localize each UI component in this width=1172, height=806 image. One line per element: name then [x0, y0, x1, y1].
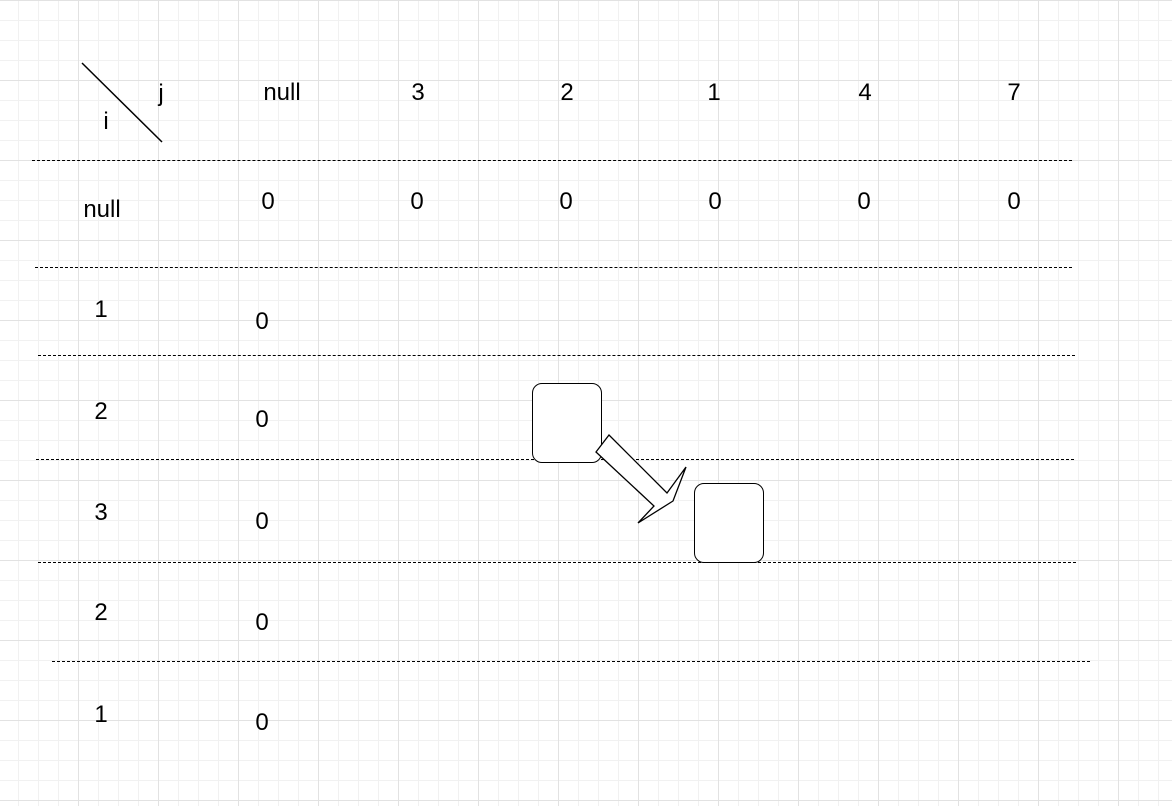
- row-label: 1: [94, 701, 108, 728]
- cell-value: 0: [255, 308, 269, 335]
- row-label: 2: [94, 398, 108, 425]
- row-label-null: null: [83, 196, 121, 223]
- cell-value: 0: [255, 508, 269, 535]
- column-header-4: 4: [858, 79, 872, 106]
- column-header-null: null: [263, 79, 301, 106]
- cell-value: 0: [857, 188, 871, 215]
- cell-value: 0: [410, 188, 424, 215]
- corner-i-label: i: [103, 108, 109, 135]
- cell-value: 0: [261, 188, 275, 215]
- cell-value: 0: [255, 709, 269, 736]
- column-header-2: 2: [560, 79, 574, 106]
- row-label: 2: [94, 599, 108, 626]
- cell-value: 0: [708, 188, 722, 215]
- row-label: 3: [94, 499, 108, 526]
- cell-value: 0: [1007, 188, 1021, 215]
- column-header-7: 7: [1007, 79, 1021, 106]
- cell-value: 0: [255, 609, 269, 636]
- cell-value: 0: [559, 188, 573, 215]
- row-label: 1: [94, 296, 108, 323]
- column-header-1: 1: [707, 79, 721, 106]
- corner-j-label: j: [158, 80, 164, 107]
- cell-value: 0: [255, 406, 269, 433]
- column-header-3: 3: [411, 79, 425, 106]
